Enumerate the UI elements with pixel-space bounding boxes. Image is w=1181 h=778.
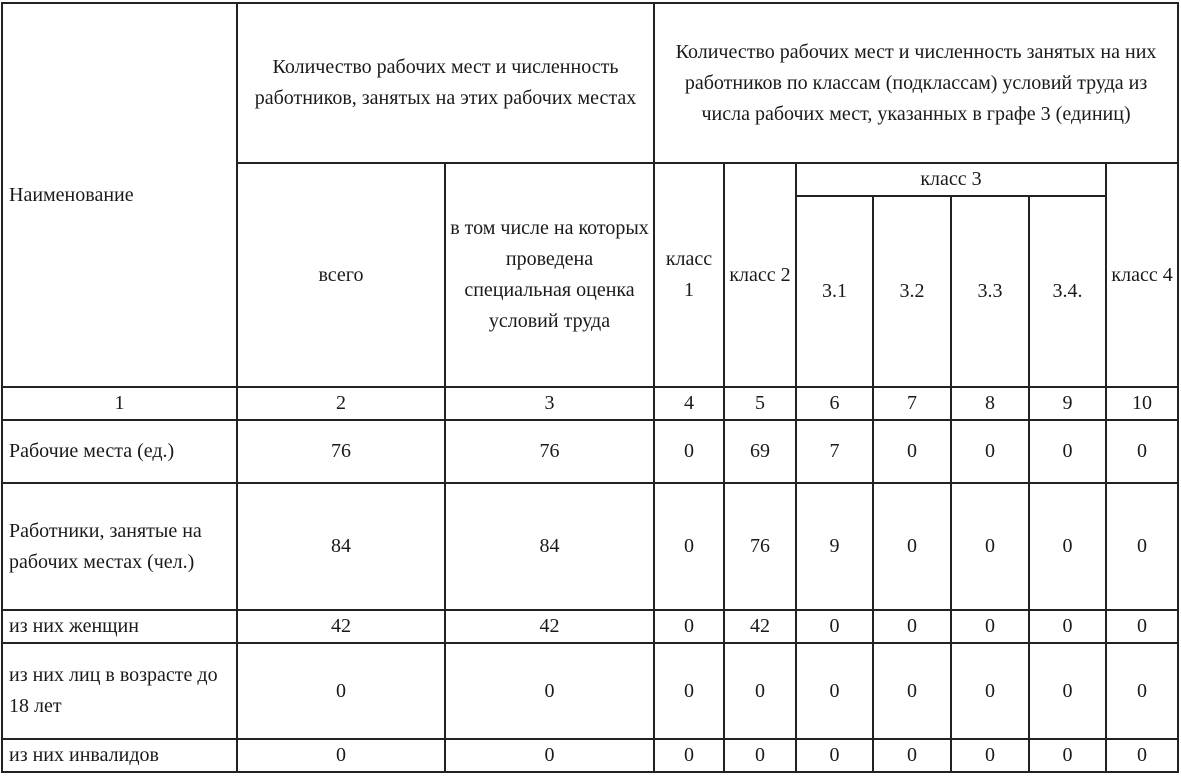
header-class-1: класс 1 <box>654 163 724 387</box>
table-cell: 0 <box>1106 739 1178 772</box>
table-cell: 0 <box>654 610 724 643</box>
header-assessed: в том числе на которых проведена специальная оценка условий труда <box>445 163 654 387</box>
table-cell: 84 <box>237 483 445 610</box>
table-cell: 0 <box>873 610 951 643</box>
table-row <box>2 739 1178 772</box>
table-cell: 9 <box>796 483 873 610</box>
table-cell: 0 <box>445 739 654 772</box>
column-number: 3 <box>445 387 654 420</box>
table-cell: 0 <box>1106 420 1178 483</box>
table-cell: 0 <box>873 420 951 483</box>
header-total: всего <box>237 163 445 387</box>
table-cell: 0 <box>796 739 873 772</box>
header-class-2: класс 2 <box>724 163 796 387</box>
header-group-total: Количество рабочих мест и численность работников, занятых на этих рабочих местах <box>237 3 654 163</box>
table-cell: 0 <box>1029 610 1106 643</box>
table-row <box>2 420 1178 483</box>
column-number: 10 <box>1106 387 1178 420</box>
table-cell: 0 <box>1029 643 1106 739</box>
table-cell: 0 <box>445 643 654 739</box>
table-cell: 0 <box>1106 483 1178 610</box>
column-number: 2 <box>237 387 445 420</box>
table-cell: 0 <box>796 610 873 643</box>
table-row <box>2 610 1178 643</box>
header-class-3: класс 3 <box>796 163 1106 196</box>
table-cell: 0 <box>654 483 724 610</box>
column-number: 7 <box>873 387 951 420</box>
table-cell: 0 <box>654 643 724 739</box>
table-cell: 0 <box>1029 420 1106 483</box>
table-cell: 42 <box>237 610 445 643</box>
header-class-4: класс 4 <box>1106 163 1178 387</box>
table-cell: 0 <box>951 610 1029 643</box>
row-label: Работники, занятые на рабочих местах (чел.) <box>2 483 237 610</box>
table-cell: 0 <box>873 483 951 610</box>
table-cell: 69 <box>724 420 796 483</box>
table-cell: 0 <box>237 739 445 772</box>
header-subclass-3-2: 3.2 <box>873 196 951 387</box>
table-cell: 0 <box>796 643 873 739</box>
table-cell: 0 <box>654 739 724 772</box>
table-row <box>2 643 1178 739</box>
row-label: из них женщин <box>2 610 237 643</box>
header-name: Наименование <box>2 3 237 387</box>
table-cell: 0 <box>951 643 1029 739</box>
table-cell: 0 <box>873 739 951 772</box>
column-number: 8 <box>951 387 1029 420</box>
column-number: 9 <box>1029 387 1106 420</box>
working-conditions-table <box>1 2 1179 773</box>
header-subclass-3-3: 3.3 <box>951 196 1029 387</box>
table-cell: 76 <box>724 483 796 610</box>
table-cell: 42 <box>445 610 654 643</box>
table-cell: 0 <box>724 643 796 739</box>
table-cell: 0 <box>724 739 796 772</box>
column-number-row <box>2 387 1178 420</box>
table-cell: 0 <box>1029 483 1106 610</box>
table-cell: 0 <box>1029 739 1106 772</box>
table-cell: 76 <box>445 420 654 483</box>
table-cell: 0 <box>1106 643 1178 739</box>
header-subclass-3-1: 3.1 <box>796 196 873 387</box>
row-label: Рабочие места (ед.) <box>2 420 237 483</box>
table-cell: 0 <box>1106 610 1178 643</box>
column-number: 5 <box>724 387 796 420</box>
header-subclass-3-4: 3.4. <box>1029 196 1106 387</box>
table-cell: 84 <box>445 483 654 610</box>
table-cell: 0 <box>951 739 1029 772</box>
row-label: из них инвалидов <box>2 739 237 772</box>
column-number: 1 <box>2 387 237 420</box>
header-row-1 <box>2 3 1178 163</box>
table-cell: 0 <box>237 643 445 739</box>
table-cell: 0 <box>654 420 724 483</box>
table-cell: 0 <box>951 483 1029 610</box>
table-cell: 0 <box>951 420 1029 483</box>
header-group-classes: Количество рабочих мест и численность занятых на них работников по классам (подклассам) условий труда из числа рабочих мест, указанных в графе 3 (единиц) <box>654 3 1178 163</box>
column-number: 4 <box>654 387 724 420</box>
table-cell: 76 <box>237 420 445 483</box>
table-cell: 42 <box>724 610 796 643</box>
table-cell: 0 <box>873 643 951 739</box>
column-number: 6 <box>796 387 873 420</box>
row-label: из них лиц в возрасте до 18 лет <box>2 643 237 739</box>
table-cell: 7 <box>796 420 873 483</box>
table-row <box>2 483 1178 610</box>
